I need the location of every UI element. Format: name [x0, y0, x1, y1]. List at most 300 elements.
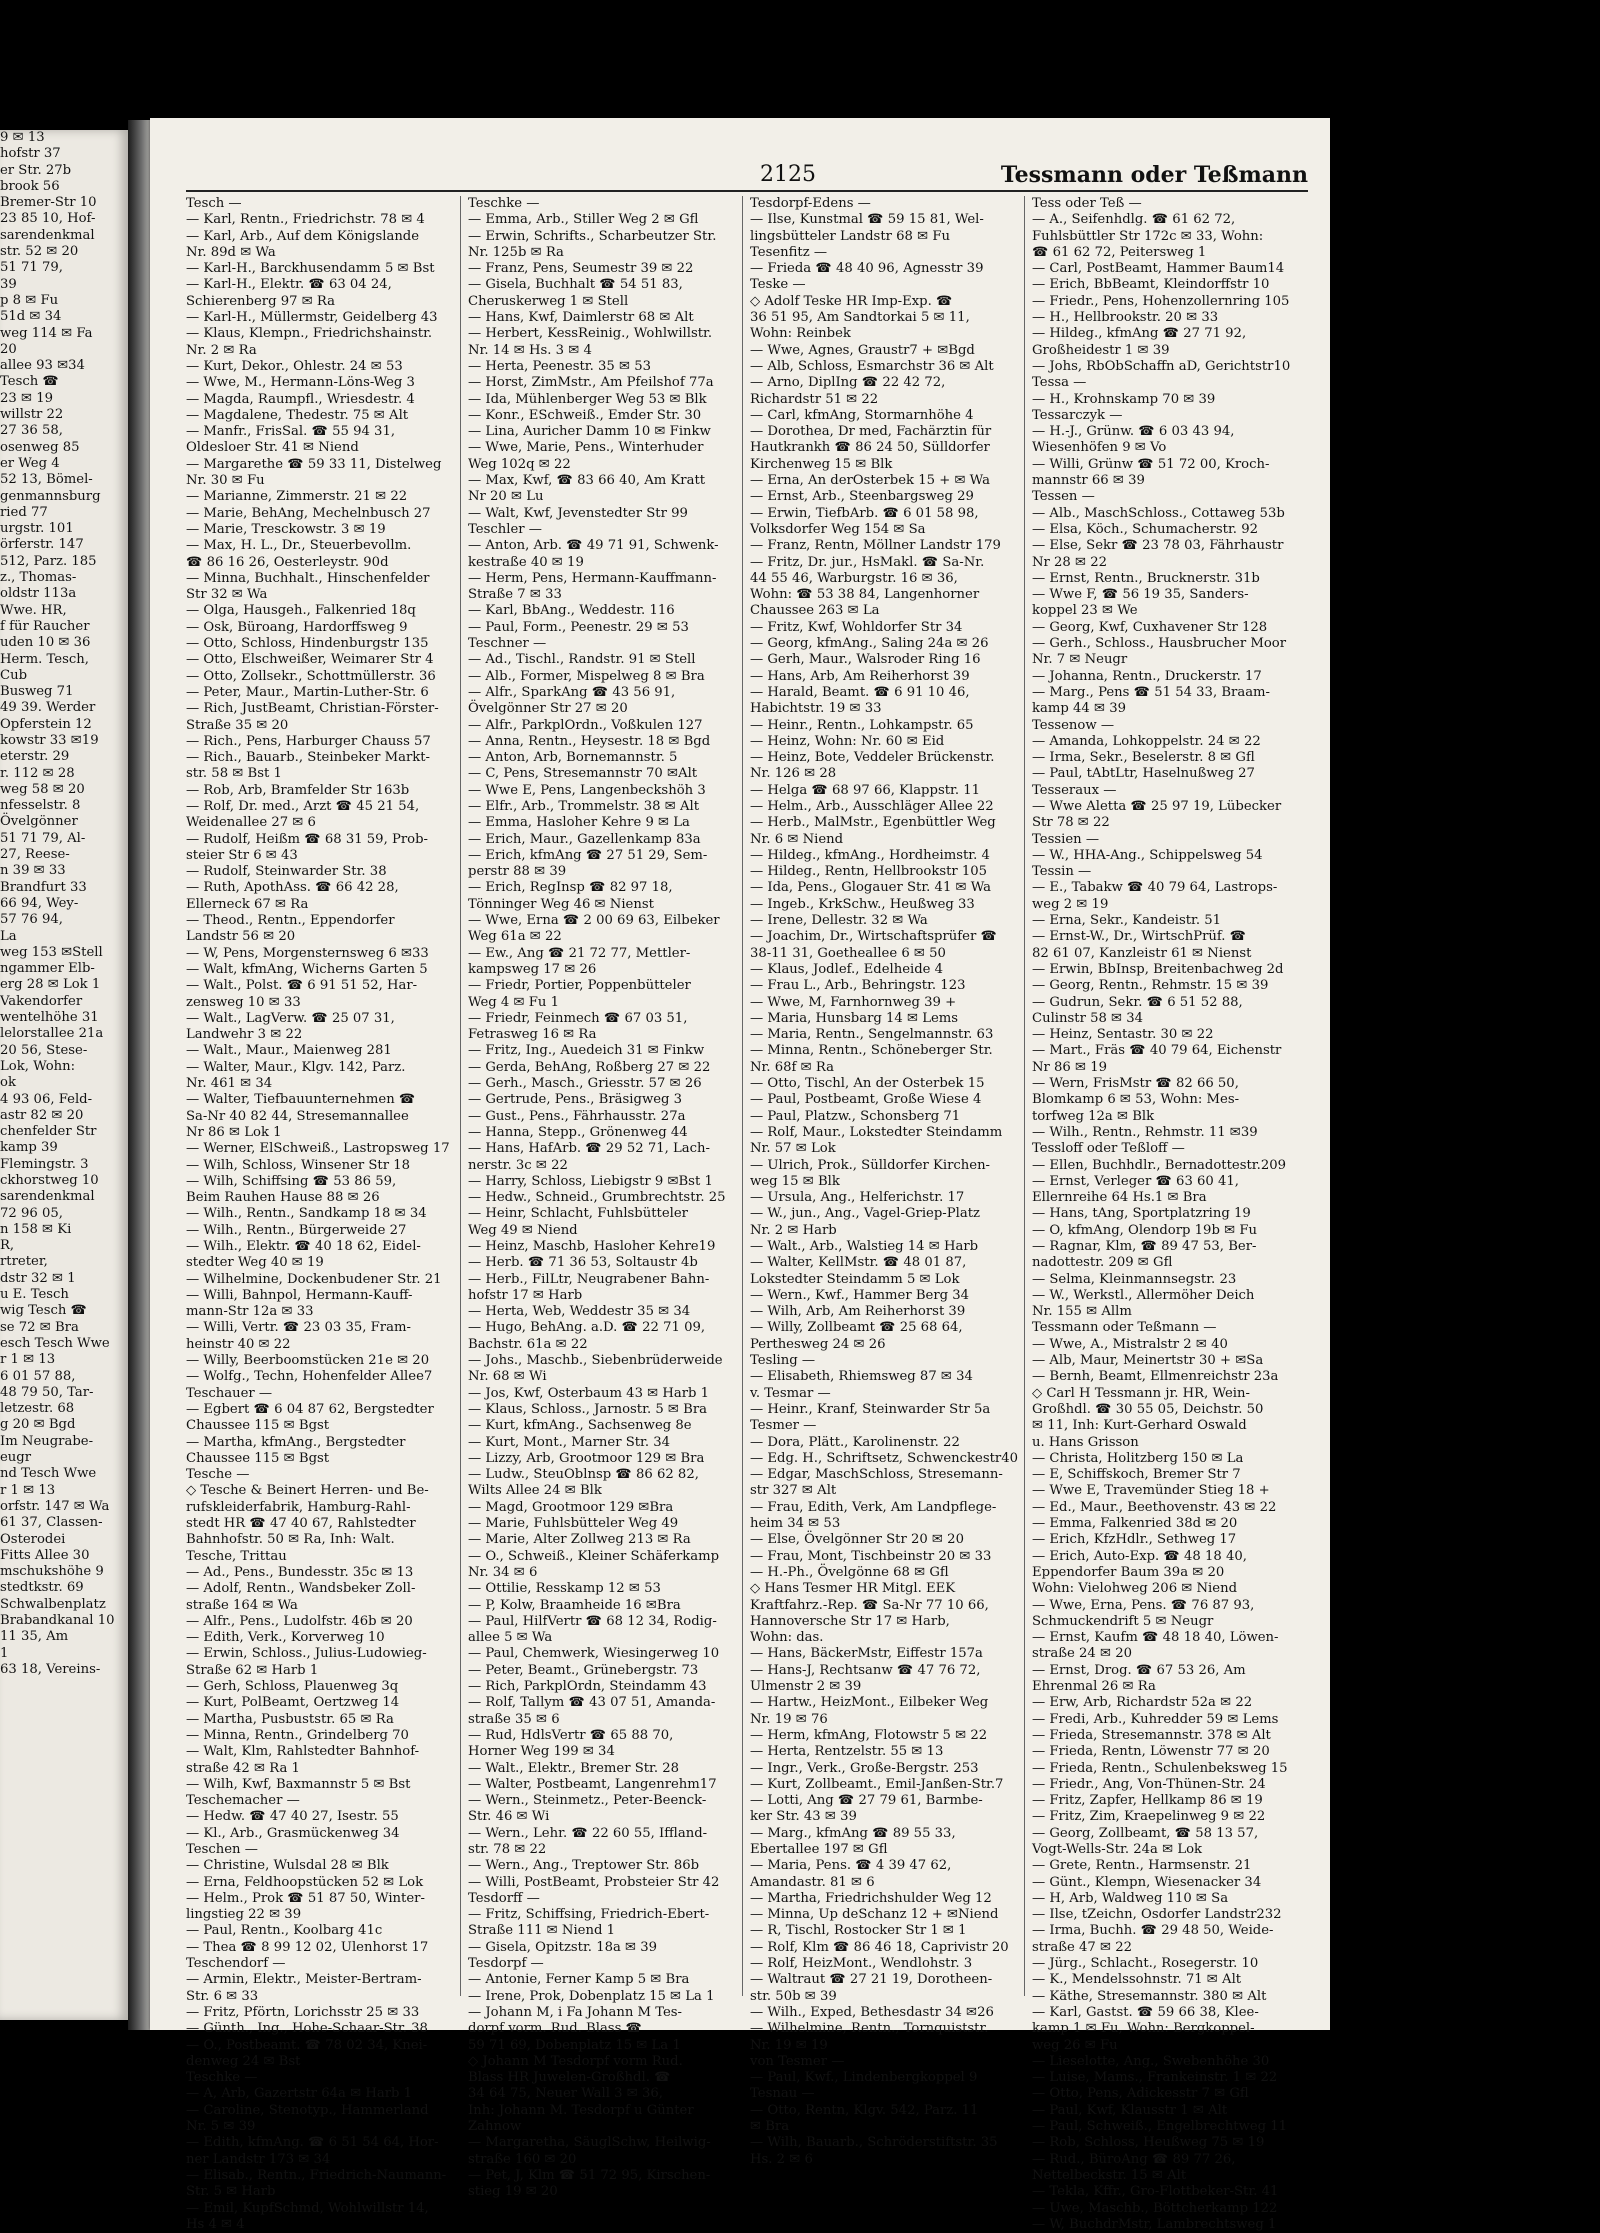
- directory-entry-line: — Christa, Holitzberg 150 ✉ La: [1032, 1450, 1244, 1466]
- directory-entry-line: — Johs., Maschb., Siebenbrüderweide: [468, 1353, 723, 1369]
- directory-entry-line: — Gerh., Masch., Griesstr. 57 ✉ 26: [468, 1076, 702, 1092]
- directory-entry-line: Lokstedter Steindamm 5 ✉ Lok: [750, 1271, 960, 1287]
- directory-entry-line: Weg 61a ✉ 22: [468, 929, 562, 945]
- directory-entry-line: rufskleiderfabrik, Hamburg-Rahl-: [186, 1499, 411, 1515]
- directory-entry-line: — Herb., FilLtr, Neugrabener Bahn-: [468, 1271, 710, 1287]
- adjacent-page-fragment: rtreter,: [0, 1254, 48, 1270]
- adjacent-page-fragment: erg 28 ✉ Lok 1: [0, 977, 101, 993]
- directory-entry-line: Tessloff oder Teßloff —: [1032, 1141, 1185, 1157]
- adjacent-page-fragment: Brandfurt 33: [0, 879, 87, 895]
- directory-entry-line: heinstr 40 ✉ 22: [186, 1336, 291, 1352]
- directory-entry-line: Volksdorfer Weg 154 ✉ Sa: [750, 521, 926, 537]
- adjacent-page-fragment: brook 56: [0, 178, 60, 194]
- directory-entry-line: Nr. 34 ✉ 6: [468, 1564, 538, 1580]
- adjacent-page-fragment: urgstr. 101: [0, 521, 74, 537]
- directory-entry-line: — Elfr., Arb., Trommelstr. 38 ✉ Alt: [468, 798, 700, 814]
- adjacent-page-fragment: Opferstein 12: [0, 716, 92, 732]
- directory-entry-line: ker Str. 43 ✉ 39: [750, 1809, 857, 1825]
- adjacent-page-fragment: wentelhöhe 31: [0, 1010, 99, 1026]
- directory-entry-line: Str 78 ✉ 22: [1032, 815, 1110, 831]
- directory-entry-line: Tessen —: [1032, 489, 1095, 505]
- directory-entry-line: — Walt, Kwf, Jevenstedter Str 99: [468, 505, 688, 521]
- adjacent-page-fragment: f für Raucher: [0, 618, 90, 634]
- adjacent-page-fragment: ckhorstweg 10: [0, 1173, 99, 1188]
- directory-entry-line: — Paul, HilfVertr ☎ 68 12 34, Rodig-: [468, 1613, 717, 1629]
- directory-entry-line: — Ellen, Buchhdlr., Bernadottestr.209: [1032, 1157, 1286, 1173]
- directory-entry-line: u. Hans Grisson: [1032, 1434, 1139, 1450]
- directory-entry-line: — Rich., Bauarb., Steinbeker Markt-: [186, 750, 431, 766]
- directory-entry-line: — Marg., kfmAng ☎ 89 55 33,: [750, 1825, 956, 1841]
- adjacent-page-fragment: nd Tesch Wwe: [0, 1466, 97, 1482]
- directory-entry-line: — K., Mendelssohnstr. 71 ✉ Alt: [1032, 1972, 1242, 1988]
- directory-entry-line: — Anton, Arb. ☎ 49 71 91, Schwenk-: [468, 538, 719, 554]
- directory-entry-line: Chaussee 115 ✉ Bgst: [186, 1450, 330, 1466]
- directory-entry-line: — Irene, Dellestr. 32 ✉ Wa: [750, 913, 928, 929]
- directory-entry-line: — Paul, Kwf, Klausstr 1 ✉ Alt: [1032, 2102, 1228, 2118]
- adjacent-page-fragment: 20 56, Stese-: [0, 1042, 88, 1058]
- directory-entry-line: — Hedw. ☎ 47 40 27, Isestr. 55: [186, 1809, 399, 1825]
- directory-entry-line: Fetrasweg 16 ✉ Ra: [468, 1027, 597, 1043]
- directory-entry-line: — Paul, Form., Peenestr. 29 ✉ 53: [468, 619, 689, 635]
- directory-entry-line: — Magd, Grootmoor 129 ✉Bra: [468, 1499, 674, 1515]
- directory-entry-line: — Emma, Arb., Stiller Weg 2 ✉ Gfl: [468, 212, 699, 228]
- directory-entry-line: Weidenallee 27 ✉ 6: [186, 815, 316, 831]
- directory-entry-line: Nr 28 ✉ 22: [1032, 554, 1108, 570]
- directory-entry-line: — Wern., Ang., Treptower Str. 86b: [468, 1858, 700, 1874]
- directory-entry-line: — Erich, Auto-Exp. ☎ 48 18 40,: [1032, 1548, 1247, 1564]
- directory-entry-line: — Karl, Gastst. ☎ 59 66 38, Klee-: [1032, 2004, 1259, 2020]
- directory-entry-line: — O., Postbeamt. ☎ 78 02 34, Knei-: [186, 2037, 428, 2053]
- directory-entry-line: Teschemacher —: [186, 1793, 300, 1809]
- directory-entry-line: — Ernst, Verleger ☎ 63 60 41,: [1032, 1173, 1239, 1189]
- directory-entry-line: Teschler —: [468, 521, 542, 537]
- directory-entry-line: allee 5 ✉ Wa: [468, 1630, 553, 1646]
- directory-entry-line: Nr. 19 ✉ 76: [750, 1711, 828, 1727]
- directory-entry-line: — H.-J., Grünw. ☎ 6 03 43 94,: [1032, 424, 1235, 440]
- directory-entry-line: — Rich, ParkplOrdn, Steindamm 43: [468, 1679, 707, 1695]
- directory-entry-line: — Paul, Schweiß., Engelbrechtweg 11: [1032, 2119, 1288, 2135]
- adjacent-page-fragment: er Str. 27b: [0, 162, 72, 178]
- directory-entry-line: — Caroline, Stenotyp., Hammerland: [186, 2102, 429, 2118]
- directory-entry-line: — Herb., MalMstr., Egenbüttler Weg: [750, 815, 996, 831]
- directory-entry-line: — Rolf, Dr. med., Arzt ☎ 45 21 54,: [186, 798, 420, 814]
- adjacent-page-fragment: wig Tesch ☎: [0, 1303, 87, 1319]
- adjacent-page-fragment: 512, Parz. 185: [0, 553, 97, 569]
- directory-entry-line: — Hanna, Stepp., Grönenweg 44: [468, 1124, 688, 1140]
- directory-entry-line: — Hans, BäckerMstr, Eiffestr 157a: [750, 1646, 983, 1662]
- directory-entry-line: — Frieda, Rentn, Löwenstr 77 ✉ 20: [1032, 1744, 1270, 1760]
- directory-entry-line: Beim Rauhen Hause 88 ✉ 26: [186, 1190, 380, 1206]
- directory-entry-line: ◇ Tesche & Beinert Herren- und Be-: [186, 1483, 429, 1499]
- directory-entry-line: — Heinr, Schlacht, Fuhlsbütteler: [468, 1206, 688, 1222]
- directory-entry-line: Zahnow: [468, 2119, 522, 2135]
- directory-page: [150, 118, 1330, 2232]
- directory-entry-line: 82 61 07, Kanzleistr 61 ✉ Nienst: [1032, 945, 1252, 961]
- directory-entry-line: weg 2 ✉ 19: [1032, 896, 1109, 912]
- directory-entry-line: Großheidestr 1 ✉ 39: [1032, 342, 1170, 358]
- directory-entry-line: Wohn: das.: [750, 1630, 824, 1646]
- directory-entry-line: — O, kfmAng, Olendorp 19b ✉ Fu: [1032, 1222, 1257, 1238]
- directory-entry-line: Bachstr. 61a ✉ 22: [468, 1336, 588, 1352]
- adjacent-page-fragment: R,: [0, 1238, 15, 1254]
- directory-entry-line: Landwehr 3 ✉ 22: [186, 1027, 303, 1043]
- directory-entry-line: — Emma, Hasloher Kehre 9 ✉ La: [468, 815, 690, 831]
- directory-entry-line: — Alfr., ParkplOrdn., Voßkulen 127: [468, 717, 703, 733]
- directory-entry-line: — Klaus, Jodlef., Edelheide 4: [750, 961, 944, 977]
- directory-entry-line: — P, Kolw, Braamheide 16 ✉Bra: [468, 1597, 681, 1613]
- adjacent-page-fragment: 20: [0, 341, 17, 357]
- adjacent-page-fragment: 48 79 50, Tar-: [0, 1384, 94, 1400]
- directory-entry-line: — Uwe, Maschb., Böttcherkamp 122: [1032, 2200, 1278, 2216]
- directory-entry-line: — Ernst, Drog. ☎ 67 53 26, Am: [1032, 1662, 1246, 1678]
- adjacent-page-fragment: 49 39. Werder: [0, 700, 96, 716]
- directory-entry-line: Nettelbeckstr. 15 ✉ Alt: [1032, 2167, 1187, 2183]
- directory-entry-line: — Erna, Sekr., Kandeistr. 51: [1032, 913, 1222, 929]
- directory-entry-line: — Elisabeth, Rhiemsweg 87 ✉ 34: [750, 1369, 973, 1385]
- adjacent-page-fragment: 11 35, Am: [0, 1629, 69, 1645]
- directory-entry-line: — Erich, KfzHdlr., Sethweg 17: [1032, 1532, 1237, 1548]
- directory-entry-line: Teschke —: [186, 2070, 258, 2086]
- directory-entry-line: — Ragnar, Klm, ☎ 89 47 53, Ber-: [1032, 1239, 1257, 1254]
- directory-entry-line: torfweg 12a ✉ Blk: [1032, 1108, 1155, 1124]
- directory-entry-line: — Willi, Bahnpol, Hermann-Kauff-: [186, 1287, 413, 1303]
- directory-entry-line: — Arno, DiplIng ☎ 22 42 72,: [750, 375, 946, 391]
- directory-entry-line: — Hans, Arb, Am Reiherhorst 39: [750, 668, 970, 684]
- directory-entry-line: — Ernst, Rentn., Brucknerstr. 31b: [1032, 570, 1260, 586]
- directory-entry-line: — Olga, Hausgeh., Falkenried 18q: [186, 603, 416, 619]
- directory-entry-line: — Wilh., Rentn., Sandkamp 18 ✉ 34: [186, 1206, 427, 1222]
- adjacent-page-fragment: hofstr 37: [0, 146, 61, 162]
- directory-entry-line: — Erna, Feldhoopstücken 52 ✉ Lok: [186, 1874, 424, 1890]
- directory-entry-line: — Anna, Rentn., Heysestr. 18 ✉ Bgd: [468, 733, 711, 749]
- directory-entry-line: Straße 62 ✉ Harb 1: [186, 1662, 319, 1678]
- directory-entry-line: ✉ 11, Inh: Kurt-Gerhard Oswald: [1032, 1418, 1247, 1434]
- directory-entry-line: — Emma, Falkenried 38d ✉ 20: [1032, 1516, 1238, 1532]
- directory-entry-line: Teschendorf —: [186, 1956, 286, 1972]
- directory-entry-line: steier Str 6 ✉ 43: [186, 847, 298, 863]
- directory-entry-line: — Carl, kfmAng, Stormarnhöhe 4: [750, 407, 974, 423]
- adjacent-page-fragment: esch Tesch Wwe: [0, 1335, 110, 1351]
- directory-entry-line: — Gust., Pens., Fährhausstr. 27a: [468, 1108, 686, 1124]
- directory-entry-line: — Mart., Fräs ☎ 40 79 64, Eichenstr: [1032, 1043, 1282, 1059]
- adjacent-page-fragment: n 39 ✉ 33: [0, 863, 66, 879]
- directory-entry-line: Perthesweg 24 ✉ 26: [750, 1336, 886, 1352]
- directory-entry-line: Amandastr. 81 ✉ 6: [750, 1874, 875, 1890]
- directory-entry-line: — Johs, RbObSchaffn aD, Gerichtstr10: [1032, 358, 1291, 374]
- adjacent-page-fragment: se 72 ✉ Bra: [0, 1319, 79, 1335]
- directory-entry-line: — Herta, Web, Weddestr 35 ✉ 34: [468, 1304, 691, 1320]
- directory-entry-line: heim 34 ✉ 53: [750, 1516, 841, 1532]
- directory-entry-line: — Willy, Beerboomstücken 21e ✉ 20: [186, 1353, 430, 1369]
- adjacent-page-fragment: Busweg 71: [0, 684, 74, 700]
- directory-entry-line: Tesnau —: [750, 2086, 815, 2102]
- running-head: Tessmann oder Teßmann: [1000, 162, 1308, 188]
- directory-entry-line: — Klaus, Klempn., Friedrichshainstr.: [186, 326, 433, 342]
- adjacent-page-fragment: lelorstallee 21a: [0, 1026, 104, 1042]
- adjacent-page-fragment: u E. Tesch: [0, 1287, 69, 1303]
- directory-entry-line: — W., HHA-Ang., Schippelsweg 54: [1032, 847, 1263, 863]
- directory-entry-line: — Irene, Prok, Dobenplatz 15 ✉ La 1: [468, 1988, 715, 2004]
- directory-entry-line: — Elsa, Köch., Schumacherstr. 92: [1032, 521, 1258, 537]
- directory-entry-line: — W, Pens, Morgensternsweg 6 ✉33: [186, 945, 429, 961]
- directory-entry-line: hofstr 17 ✉ Harb: [468, 1287, 583, 1303]
- directory-entry-line: — Wwe E, Travemünder Stieg 18 +: [1032, 1483, 1270, 1499]
- directory-entry-line: — Rolf, Tallym ☎ 43 07 51, Amanda-: [468, 1695, 716, 1711]
- directory-entry-line: Weg 4 ✉ Fu 1: [468, 994, 559, 1010]
- directory-entry-line: — Fritz, Zapfer, Hellkamp 86 ✉ 19: [1032, 1793, 1263, 1809]
- directory-entry-line: — Gerh, Maur., Walsroder Ring 16: [750, 652, 981, 668]
- directory-entry-line: ◇ Johann M Tesdorpf vorm Rud.: [468, 2053, 683, 2069]
- directory-entry-line: — Fritz, Kwf, Wohldorfer Str 34: [750, 619, 963, 635]
- directory-entry-line: Teschner —: [468, 636, 547, 652]
- directory-entry-line: — Fritz, Pförtn, Lorichsstr 25 ✉ 33: [186, 2004, 420, 2020]
- directory-entry-line: Tesch —: [186, 196, 242, 211]
- directory-entry-line: Nr. 6 ✉ Niend: [750, 831, 844, 847]
- directory-entry-line: — Marg., Pens ☎ 51 54 33, Braam-: [1032, 684, 1271, 700]
- directory-entry-line: 38-11 31, Goetheallee 6 ✉ 50: [750, 945, 946, 961]
- directory-entry-line: — Ilse, Kunstmal ☎ 59 15 81, Wel-: [750, 212, 984, 228]
- directory-entry-line: Weg 49 ✉ Niend: [468, 1222, 578, 1238]
- directory-entry-line: — Heinz, Maschb, Hasloher Kehre19: [468, 1239, 716, 1254]
- directory-entry-line: — Walter, KellMstr. ☎ 48 01 87,: [750, 1255, 967, 1271]
- directory-entry-line: — Erich, kfmAng ☎ 27 51 29, Sem-: [468, 847, 708, 863]
- directory-entry-line: — Wwe, M, Farnhornweg 39 +: [750, 994, 957, 1010]
- directory-entry-line: kampsweg 17 ✉ 26: [468, 961, 597, 977]
- adjacent-page-fragment: 51d ✉ 34: [0, 309, 62, 325]
- directory-entry-line: perstr 88 ✉ 39: [468, 864, 567, 880]
- directory-entry-line: — Heinz, Sentastr. 30 ✉ 22: [1032, 1027, 1214, 1043]
- directory-entry-line: ◇ Hans Tesmer HR Mitgl. EEK: [750, 1581, 956, 1597]
- directory-column-1: [186, 196, 450, 2232]
- adjacent-page-fragment: Lok, Wohn:: [0, 1058, 76, 1074]
- directory-entry-line: — Hans-J, Rechtsanw ☎ 47 76 72,: [750, 1662, 981, 1678]
- directory-entry-line: — Georg, Kwf, Cuxhavener Str 128: [1032, 619, 1268, 635]
- adjacent-page-fragment: 23 ✉ 19: [0, 390, 53, 406]
- adjacent-page-fragment: 51 71 79,: [0, 260, 63, 276]
- directory-entry-line: — Alfr., SparkAng ☎ 43 56 91,: [468, 684, 676, 700]
- directory-entry-line: — Rich., Pens, Harburger Chauss 57: [186, 733, 431, 749]
- adjacent-page-fragment: 52 13, Bömel-: [0, 472, 93, 488]
- adjacent-page-fragment: g 20 ✉ Bgd: [0, 1417, 76, 1433]
- directory-entry-line: Ulmenstr 2 ✉ 39: [750, 1679, 862, 1695]
- directory-entry-line: Tönninger Weg 46 ✉ Nienst: [468, 896, 654, 912]
- adjacent-page-fragment: weg 58 ✉ 20: [0, 781, 85, 797]
- directory-entry-line: Wohn: Vielohweg 206 ✉ Niend: [1032, 1581, 1238, 1597]
- directory-entry-line: — Ursula, Ang., Helferichstr. 17: [750, 1190, 965, 1206]
- adjacent-page-fragment: kowstr 33 ✉19: [0, 732, 99, 748]
- directory-entry-line: Sa-Nr 40 82 44, Stresemannallee: [186, 1108, 409, 1124]
- directory-entry-line: Cheruskerweg 1 ✉ Stell: [468, 293, 629, 309]
- directory-entry-line: — Margaretha, SäuglSchw, Heilwig-: [468, 2135, 711, 2151]
- directory-entry-line: — Hildeg., kfmAng., Hordheimstr. 4: [750, 847, 990, 863]
- directory-entry-line: — Walt., Elektr., Bremer Str. 28: [468, 1760, 680, 1776]
- directory-entry-line: 44 55 46, Warburgstr. 16 ✉ 36,: [750, 570, 958, 586]
- directory-entry-line: — Georg, kfmAng., Saling 24a ✉ 26: [750, 636, 989, 652]
- directory-entry-line: Teschke —: [468, 196, 540, 211]
- directory-entry-line: — Maria, Rentn., Sengelmannstr. 63: [750, 1027, 994, 1043]
- adjacent-page-fragment: r 1 ✉ 13: [0, 1352, 56, 1368]
- directory-entry-line: Nr. 57 ✉ Lok: [750, 1141, 836, 1157]
- directory-entry-line: — Friedr, Portier, Poppenbütteler: [468, 978, 691, 994]
- adjacent-page-fragment: 6 01 57 88,: [0, 1368, 76, 1384]
- directory-entry-line: — Martha, kfmAng., Bergstedter: [186, 1434, 406, 1450]
- directory-entry-line: — Manfr., FrisSal. ☎ 55 94 31,: [186, 424, 396, 440]
- directory-entry-line: Inh: Johann M. Tesdorpf u Günter: [468, 2102, 694, 2118]
- adjacent-page-fragment: str. 52 ✉ 20: [0, 244, 79, 260]
- directory-entry-line: — Marianne, Zimmerstr. 21 ✉ 22: [186, 489, 408, 505]
- directory-entry-line: — Erich, Maur., Gazellenkamp 83a: [468, 831, 701, 847]
- directory-entry-line: Schierenberg 97 ✉ Ra: [186, 293, 336, 309]
- directory-entry-line: Tessien —: [1032, 831, 1100, 847]
- adjacent-page-fragment: weg 153 ✉Stell: [0, 944, 103, 960]
- directory-entry-line: — Hans, Kwf, Daimlerstr 68 ✉ Alt: [468, 310, 694, 326]
- directory-column-3: [750, 196, 1018, 2167]
- directory-entry-line: Weg 102q ✉ 22: [468, 456, 571, 472]
- directory-entry-line: — Max, Kwf, ☎ 83 66 40, Am Kratt: [468, 473, 706, 489]
- directory-entry-line: — Marie, Tresckowstr. 3 ✉ 19: [186, 521, 386, 537]
- directory-entry-line: Tesdorpf-Edens —: [750, 196, 871, 211]
- directory-entry-line: — Harry, Schloss, Liebigstr 9 ✉Bst 1: [468, 1173, 713, 1189]
- directory-entry-line: — Johann M, i Fa Johann M Tes-: [468, 2004, 682, 2020]
- directory-entry-line: Teske —: [750, 277, 806, 293]
- directory-entry-line: Nr. 89d ✉ Wa: [186, 244, 276, 260]
- directory-entry-line: — Gisela, Buchhalt ☎ 54 51 83,: [468, 277, 683, 293]
- directory-entry-line: Str. 5 ✉ Harb: [186, 2184, 276, 2200]
- directory-entry-line: straße 42 ✉ Ra 1: [186, 1760, 300, 1776]
- directory-entry-line: — Erich, BbBeamt, Kleindorffstr 10: [1032, 277, 1270, 293]
- adjacent-page-fragment: ried 77: [0, 504, 48, 520]
- directory-entry-line: Tessmann oder Teßmann —: [1032, 1320, 1217, 1336]
- directory-entry-line: — Wwe, A., Mistralstr 2 ✉ 40: [1032, 1336, 1228, 1352]
- directory-entry-line: — Max, H. L., Dr., Steuerbevollm.: [186, 538, 412, 554]
- directory-entry-line: Tesenfitz —: [750, 244, 828, 260]
- directory-entry-line: — Joachim, Dr., Wirtschaftsprüfer ☎: [750, 929, 997, 945]
- directory-entry-line: — H, Arb, Waldweg 110 ✉ Sa: [1032, 1890, 1229, 1906]
- directory-entry-line: — Hans, HafArb. ☎ 29 52 71, Lach-: [468, 1141, 710, 1157]
- directory-entry-line: — Ad., Pens., Bundesstr. 35c ✉ 13: [186, 1564, 414, 1580]
- adjacent-page-fragment: nfesselstr. 8: [0, 798, 81, 814]
- adjacent-page-fragment: 1: [0, 1645, 9, 1661]
- directory-entry-line: — Edgar, MaschSchloss, Stresemann-: [750, 1467, 1003, 1483]
- directory-entry-line: — Klaus, Schloss., Jarnostr. 5 ✉ Bra: [468, 1401, 708, 1417]
- directory-entry-line: — E, Schiffskoch, Bremer Str 7: [1032, 1467, 1241, 1483]
- header-rule: [186, 190, 1308, 192]
- adjacent-page-fragment: allee 93 ✉34: [0, 358, 85, 374]
- directory-entry-line: — Egbert ☎ 6 04 87 62, Bergstedter: [186, 1401, 434, 1417]
- directory-entry-line: — Walter, Postbeamt, Langenrehm17: [468, 1776, 717, 1792]
- directory-entry-line: — Kurt, Mont., Marner Str. 34: [468, 1434, 671, 1450]
- directory-entry-line: — Paul, Kwf., Lindenbergkoppel 9: [750, 2070, 978, 2086]
- directory-entry-line: — Walt, kfmAng, Wicherns Garten 5: [186, 961, 428, 977]
- directory-entry-line: Straße 111 ✉ Niend 1: [468, 1923, 615, 1939]
- adjacent-page-fragment: eugr: [0, 1450, 32, 1466]
- directory-entry-line: — Erwin, TiefbArb. ☎ 6 01 58 98,: [750, 505, 979, 521]
- directory-entry-line: — Erwin, Schloss., Julius-Ludowieg-: [186, 1646, 427, 1662]
- directory-entry-line: — Else, Sekr ☎ 23 78 03, Fährhaustr: [1032, 538, 1284, 554]
- directory-entry-line: Hautkrankh ☎ 86 24 50, Sülldorfer: [750, 440, 990, 456]
- directory-entry-line: — Wilh, Schloss, Winsener Str 18: [186, 1157, 411, 1173]
- directory-entry-line: — Herb. ☎ 71 36 53, Soltaustr 4b: [468, 1255, 698, 1271]
- directory-entry-line: Chaussee 263 ✉ La: [750, 603, 880, 619]
- directory-entry-line: — Edg. H., Schriftsetz, Schwenckestr40: [750, 1450, 1018, 1466]
- directory-entry-line: — Wwe E, Pens, Langenbeckshöh 3: [468, 782, 706, 798]
- directory-entry-line: Kraftfahrz.-Rep. ☎ Sa-Nr 77 10 66,: [750, 1597, 989, 1613]
- directory-entry-line: Nr. 68 ✉ Wi: [468, 1369, 547, 1385]
- adjacent-page-fragment: Herm. Tesch,: [0, 651, 89, 667]
- directory-entry-line: v. Tesmar —: [750, 1385, 831, 1401]
- directory-entry-line: — Karl, Rentn., Friedrichstr. 78 ✉ 4: [186, 212, 425, 228]
- directory-entry-line: — Ingr., Verk., Große-Bergstr. 253: [750, 1760, 979, 1776]
- directory-entry-line: Nr. 461 ✉ 34: [186, 1076, 273, 1092]
- adjacent-page-fragment: astr 82 ✉ 20: [0, 1107, 84, 1123]
- adjacent-page-fragment: oldstr 113a: [0, 586, 77, 602]
- directory-entry-line: — Johanna, Rentn., Druckerstr. 17: [1032, 668, 1262, 684]
- directory-entry-line: — Antonie, Ferner Kamp 5 ✉ Bra: [468, 1972, 690, 1988]
- directory-entry-line: — H., Krohnskamp 70 ✉ 39: [1032, 391, 1216, 407]
- directory-entry-line: — Gerh., Schloss., Hausbrucher Moor: [1032, 636, 1287, 652]
- directory-entry-line: — Peter, Beamt., Grünebergstr. 73: [468, 1662, 699, 1678]
- directory-entry-line: Tessarczyk —: [1032, 407, 1123, 423]
- directory-entry-line: — Elisab., Rentn., Friedrich-Naumann-: [186, 2167, 447, 2183]
- adjacent-page-fragment: kamp 39: [0, 1140, 58, 1156]
- directory-entry-line: weg 26 ✉ Fu: [1032, 2037, 1118, 2053]
- directory-entry-line: Nr. 19 ✉ 19: [750, 2037, 828, 2053]
- directory-entry-line: — Wilh, Schiffsing ☎ 53 86 59,: [186, 1173, 397, 1189]
- directory-entry-line: Straße 35 ✉ 20: [186, 717, 289, 733]
- adjacent-page-fragment: Im Neugrabe-: [0, 1433, 94, 1449]
- directory-entry-line: mannstr 66 ✉ 39: [1032, 473, 1145, 489]
- column-separator: [1024, 196, 1025, 1996]
- directory-entry-line: — Wolfg., Techn, Hohenfelder Allee7: [186, 1369, 433, 1385]
- directory-entry-line: Nr. 5 ✉ 39: [186, 2119, 256, 2135]
- directory-entry-line: — Fritz, Zim, Kraepelinweg 9 ✉ 22: [1032, 1809, 1266, 1825]
- directory-entry-line: — Erich, RegInsp ☎ 82 97 18,: [468, 880, 673, 896]
- directory-entry-line: — Dorothea, Dr med, Fachärztin für: [750, 424, 992, 440]
- directory-entry-line: Nr. 14 ✉ Hs. 3 ✉ 4: [468, 342, 592, 358]
- directory-entry-line: — Hildeg., kfmAng ☎ 27 71 92,: [1032, 326, 1247, 342]
- directory-entry-line: — Wilh., Exped, Bethesdastr 34 ✉26: [750, 2004, 994, 2020]
- adjacent-page-fragment: 4 93 06, Feld-: [0, 1091, 93, 1107]
- directory-entry-line: — Ernst, Arb., Steenbargsweg 29: [750, 489, 974, 505]
- directory-entry-line: str. 50b ✉ 39: [750, 1988, 837, 2004]
- directory-entry-line: — Christine, Wulsdal 28 ✉ Blk: [186, 1858, 389, 1874]
- directory-entry-line: str. 58 ✉ Bst 1: [186, 766, 282, 782]
- directory-entry-line: — Fritz, Dr. jur., HsMakl. ☎ Sa-Nr.: [750, 554, 985, 570]
- directory-entry-line: Övelgönner Str 27 ✉ 20: [468, 701, 628, 717]
- directory-entry-line: — Hartw., HeizMont., Eilbeker Weg: [750, 1695, 989, 1711]
- directory-entry-line: Blass HR Juwelen-Großhdl. ☎: [468, 2070, 671, 2086]
- directory-entry-line: — Rudolf, Heißm ☎ 68 31 59, Prob-: [186, 831, 428, 847]
- directory-entry-line: lingstieg 22 ✉ 39: [186, 1907, 302, 1923]
- page-number: 2125: [760, 162, 816, 187]
- directory-entry-line: — Paul, Chemwerk, Wiesingerweg 10: [468, 1646, 720, 1662]
- directory-entry-line: — Walt., Maur., Maienweg 281: [186, 1043, 392, 1059]
- directory-entry-line: denweg 24 ✉ Bst: [186, 2053, 301, 2069]
- directory-entry-line: — Alb, Schloss, Esmarchstr 36 ✉ Alt: [750, 358, 994, 374]
- adjacent-page-fragment: 61 37, Classen-: [0, 1515, 103, 1531]
- directory-entry-line: — R, Tischl, Rostocker Str 1 ✉ 1: [750, 1923, 967, 1939]
- directory-entry-line: — Rudolf, Steinwarder Str. 38: [186, 864, 387, 880]
- directory-entry-line: — Marie, Alter Zollweg 213 ✉ Ra: [468, 1532, 691, 1548]
- directory-entry-line: Ebertallee 197 ✉ Gfl: [750, 1841, 888, 1857]
- directory-entry-line: — Karl-H., Müllermstr, Geidelberg 43: [186, 310, 438, 326]
- adjacent-page-fragment: 57 76 94,: [0, 912, 63, 928]
- adjacent-page-fragment: n 158 ✉ Ki: [0, 1221, 72, 1237]
- directory-entry-line: — Fredi, Arb., Kuhredder 59 ✉ Lems: [1032, 1711, 1279, 1727]
- adjacent-page-fragment: ok: [0, 1075, 16, 1091]
- directory-entry-line: — Heinr., Rentn., Lohkampstr. 65: [750, 717, 974, 733]
- directory-entry-line: — Frieda, Rentn., Schulenbeksweg 15: [1032, 1760, 1288, 1776]
